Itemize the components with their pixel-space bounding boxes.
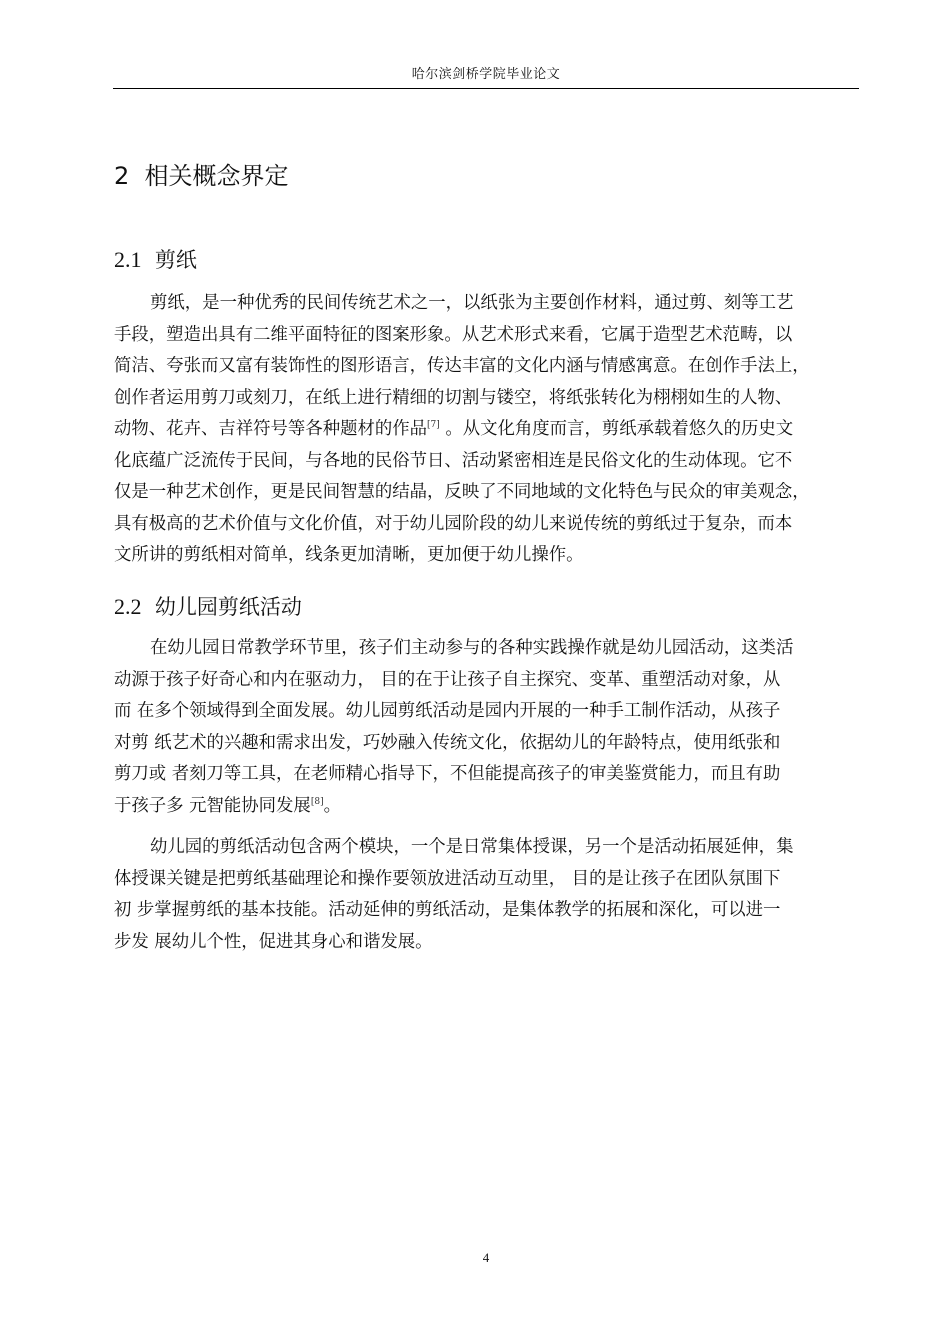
text-line [114, 446, 860, 478]
line-text: 在幼儿园日常教学环节里，孩子们主动参与的各种实践操作就是幼儿园活动，这类活 [150, 638, 794, 658]
line-text: 创作者运用剪刀或刻刀，在纸上进行精细的切割与镂空，将纸张转化为栩栩如生的人物、 [114, 387, 793, 408]
line-text: 。 [323, 795, 341, 816]
text-line [114, 791, 860, 823]
text-line [114, 288, 860, 320]
citation-marker: [7] [427, 420, 440, 431]
section-title-text: 剪纸 [154, 248, 197, 272]
line-text: 动物、花卉、吉祥符号等各种题材的作品 [114, 419, 428, 439]
line-text: 化底蕴广泛流传于民间，与各地的民俗节日、活动紧密相连是民俗文化的生动体现。它不 [114, 450, 793, 471]
line-text: 动源于孩子好奇心和内在驱动力， 目的在于让孩子自主探究、变革、重塑活动对象，从 [114, 669, 781, 690]
text-line [114, 477, 860, 509]
page-number: 4 [482, 1250, 490, 1265]
text-line [114, 351, 860, 383]
section-title-gap [142, 248, 155, 272]
text-line [114, 414, 860, 446]
paragraph-activity-modules [114, 832, 860, 958]
text-line [114, 383, 860, 415]
section-title-gap [142, 595, 155, 619]
text-line [114, 320, 860, 352]
line-text: 于孩子多 元智能协同发展 [114, 795, 311, 816]
line-text: 简洁、夸张而又富有装饰性的图形语言，传达丰富的文化内涵与情感寓意。在创作手法上， [114, 356, 810, 376]
line-text: 体授课关键是把剪纸基础理论和操作要领放进活动互动里， 目的是让孩子在团队氛围下 [114, 868, 781, 889]
line-text: 幼儿园的剪纸活动包含两个模块，一个是日常集体授课，另一个是活动拓展延伸，集 [150, 837, 794, 857]
text-line [114, 832, 860, 864]
line-text: 仅是一种艺术创作，更是民间智慧的结晶，反映了不同地域的文化特色与民众的审美观念， [114, 482, 810, 502]
paragraph-kindergarten-activity [114, 633, 860, 822]
text-line [114, 927, 860, 959]
text-line [114, 665, 860, 697]
text-line [114, 864, 860, 896]
line-text: 具有极高的艺术价值与文化价值，对于幼儿园阶段的幼儿来说传统的剪纸过于复杂，而本 [114, 513, 793, 534]
line-text: 文所讲的剪纸相对简单，线条更加清晰，更加便于幼儿操作。 [114, 545, 584, 565]
section-number: 2.2 [114, 594, 142, 619]
line-text: 初 步掌握剪纸的基本技能。活动延伸的剪纸活动，是集体教学的拓展和深化，可以进一 [114, 900, 781, 920]
text-line [114, 728, 860, 760]
line-text: 剪刀或 者刻刀等工具，在老师精心指导下，不但能提高孩子的审美鉴赏能力，而且有助 [114, 764, 781, 784]
paragraph-papercut-definition [114, 288, 860, 572]
chapter-title [114, 158, 289, 194]
section-title-text: 幼儿园剪纸活动 [154, 595, 302, 619]
chapter-number: 2 [114, 162, 130, 190]
section-number: 2.1 [114, 247, 142, 272]
text-line [114, 509, 860, 541]
text-line [114, 895, 860, 927]
line-text: 而 在多个领域得到全面发展。幼儿园剪纸活动是园内开展的一种手工制作活动，从孩子 [114, 701, 781, 721]
text-line [114, 759, 860, 791]
line-text: 。从文化角度而言，剪纸承载着悠久的历史文 [439, 419, 794, 439]
text-line [114, 540, 860, 572]
line-text: 手段，塑造出具有二维平面特征的图案形象。从艺术形式来看，它属于造型艺术范畴，以 [114, 324, 793, 345]
line-text: 剪纸，是一种优秀的民间传统艺术之一，以纸张为主要创作材料，通过剪、刻等工艺 [150, 293, 794, 313]
citation-marker: [8] [310, 796, 324, 807]
header-divider [113, 88, 859, 89]
chapter-title-gap [129, 162, 144, 190]
text-line [114, 633, 860, 665]
line-text: 步发 展幼儿个性，促进其身心和谐发展。 [114, 931, 433, 952]
section-heading-2-2 [114, 591, 302, 623]
running-header: 哈尔滨剑桥学院毕业论文 [411, 67, 561, 82]
section-heading-2-1 [114, 244, 197, 276]
chapter-title-text: 相关概念界定 [144, 162, 289, 190]
text-line [114, 696, 860, 728]
line-text: 对剪 纸艺术的兴趣和需求出发，巧妙融入传统文化，依据幼儿的年龄特点，使用纸张和 [114, 732, 781, 753]
